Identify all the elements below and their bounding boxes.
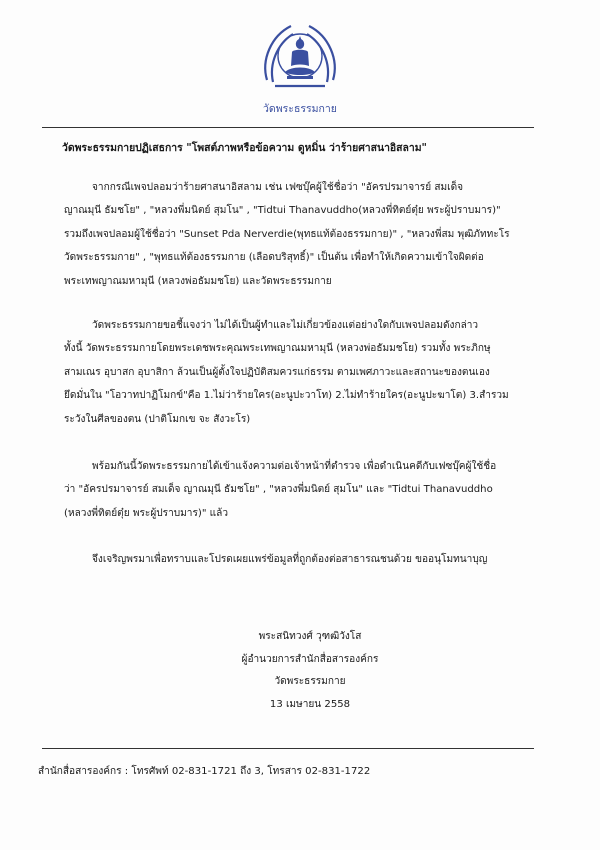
- paragraph-line: ทั้งนี้ วัดพระธรรมกายโดยพระเดชพระคุณพระเทพญาณมหามุนี (หลวงพ่อธัมมชโย) รวมทั้ง พระภิกษุ: [64, 343, 491, 355]
- document-headline: วัดพระธรรมกายปฏิเสธการ "โพสต์ภาพหรือข้อความ ดูหมิ่น ว่าร้ายศาสนาอิสลาม": [62, 142, 427, 154]
- signature-block: [150, 626, 470, 716]
- paragraph-line: สามเณร อุบาสก อุบาสิกา ล้วนเป็นผู้ตั้งใจปฏิบัติสมควรแก่ธรรม ตามเพศภาวะและสถานะของตนเอง: [64, 366, 490, 378]
- paragraph-4: [64, 548, 542, 571]
- document-date: 13 เมษายน 2558: [269, 698, 351, 710]
- signatory-position: ผู้อำนวยการสำนักสื่อสารองค์กร: [241, 653, 379, 665]
- footer-divider: [42, 748, 534, 749]
- paragraph-line: จึงเจริญพรมาเพื่อทราบและโปรดเผยแพร่ข้อมูลที่ถูกต้องต่อสาธารณชนด้วย ขออนุโมทนาบุญ: [92, 554, 488, 565]
- logo-caption: วัดพระธรรมกาย: [263, 103, 337, 115]
- paragraph-line: วัดพระธรรมกาย" , "พุทธแท้ต้องธรรมกาย (เลือดบริสุทธิ์)" เป็นต้น เพื่อทำให้เกิดความเข้าใจผิดต่อ: [64, 252, 484, 264]
- paragraph-line: ระวังในศีลของตน (ปาติโมกเข จะ สังวะโร): [64, 413, 251, 425]
- paragraph-line: วัดพระธรรมกายขอชี้แจงว่า ไม่ได้เป็นผู้ทำและไม่เกี่ยวข้องแต่อย่างใดกับเพจปลอมดังกล่าว: [92, 320, 479, 331]
- paragraph-line: พระเทพญาณมหามุนี (หลวงพ่อธัมมชโย) และวัดพระธรรมกาย: [64, 275, 332, 287]
- paragraph-3: [64, 455, 542, 525]
- footer-contact: สำนักสื่อสารองค์กร : โทรศัพท์ 02-831-1721 ถึง 3, โทรสาร 02-831-1722: [38, 766, 371, 777]
- paragraph-line: พร้อมกันนี้วัดพระธรรมกายได้เข้าแจ้งความต่อเจ้าหน้าที่ตำรวจ เพื่อดำเนินคดีกับเฟซบุ๊คผู้ใช้ชื่อ: [92, 461, 497, 472]
- paragraph-line: รวมถึงเพจปลอมผู้ใช้ชื่อว่า "Sunset Pda Nerverdie(พุทธแท้ต้องธรรมกาย)" , "หลวงพี่สม พุฒิภัททะโร: [64, 228, 510, 240]
- paragraph-line: (หลวงพี่ทิตย์ตุ๋ย พระผู้ปราบมาร)" แล้ว: [64, 507, 229, 519]
- temple-buddha-logo-icon: [257, 14, 343, 98]
- paragraph-line: ยึดมั่นใน "โอวาทปาฏิโมกข์"คือ 1.ไม่ว่าร้ายใคร(อะนูปะวาโท) 2.ไม่ทำร้ายใคร(อะนูปะฆาโต) 3.สำรวม: [64, 390, 509, 402]
- paragraph-line: ญาณมุนี ธัมชโย" , "หลวงพี่มนิตย์ สุมโน" , "Tidtui Thanavuddho(หลวงพี่ทิตย์ตุ๋ย พระผู้ปราบมาร)": [64, 205, 501, 217]
- header-divider: [42, 127, 534, 128]
- signatory-name: พระสนิทวงศ์ วุฑฒิวังโส: [258, 631, 362, 642]
- paragraph-1: [64, 176, 542, 293]
- paragraph-line: ว่า "อัครปรมาจารย์ สมเด็จ ญาณมุนี ธัมชโย" , "หลวงพี่มนิตย์ สุมโน" และ "Tidtui Thanavuddho: [64, 484, 493, 496]
- paragraph-line: จากกรณีเพจปลอมว่าร้ายศาสนาอิสลาม เช่น เฟซบุ๊คผู้ใช้ชื่อว่า "อัครปรมาจารย์ สมเด็จ: [92, 182, 464, 193]
- paragraph-2: [64, 314, 542, 431]
- header-logo: [248, 14, 352, 118]
- signatory-organization: วัดพระธรรมกาย: [274, 676, 346, 688]
